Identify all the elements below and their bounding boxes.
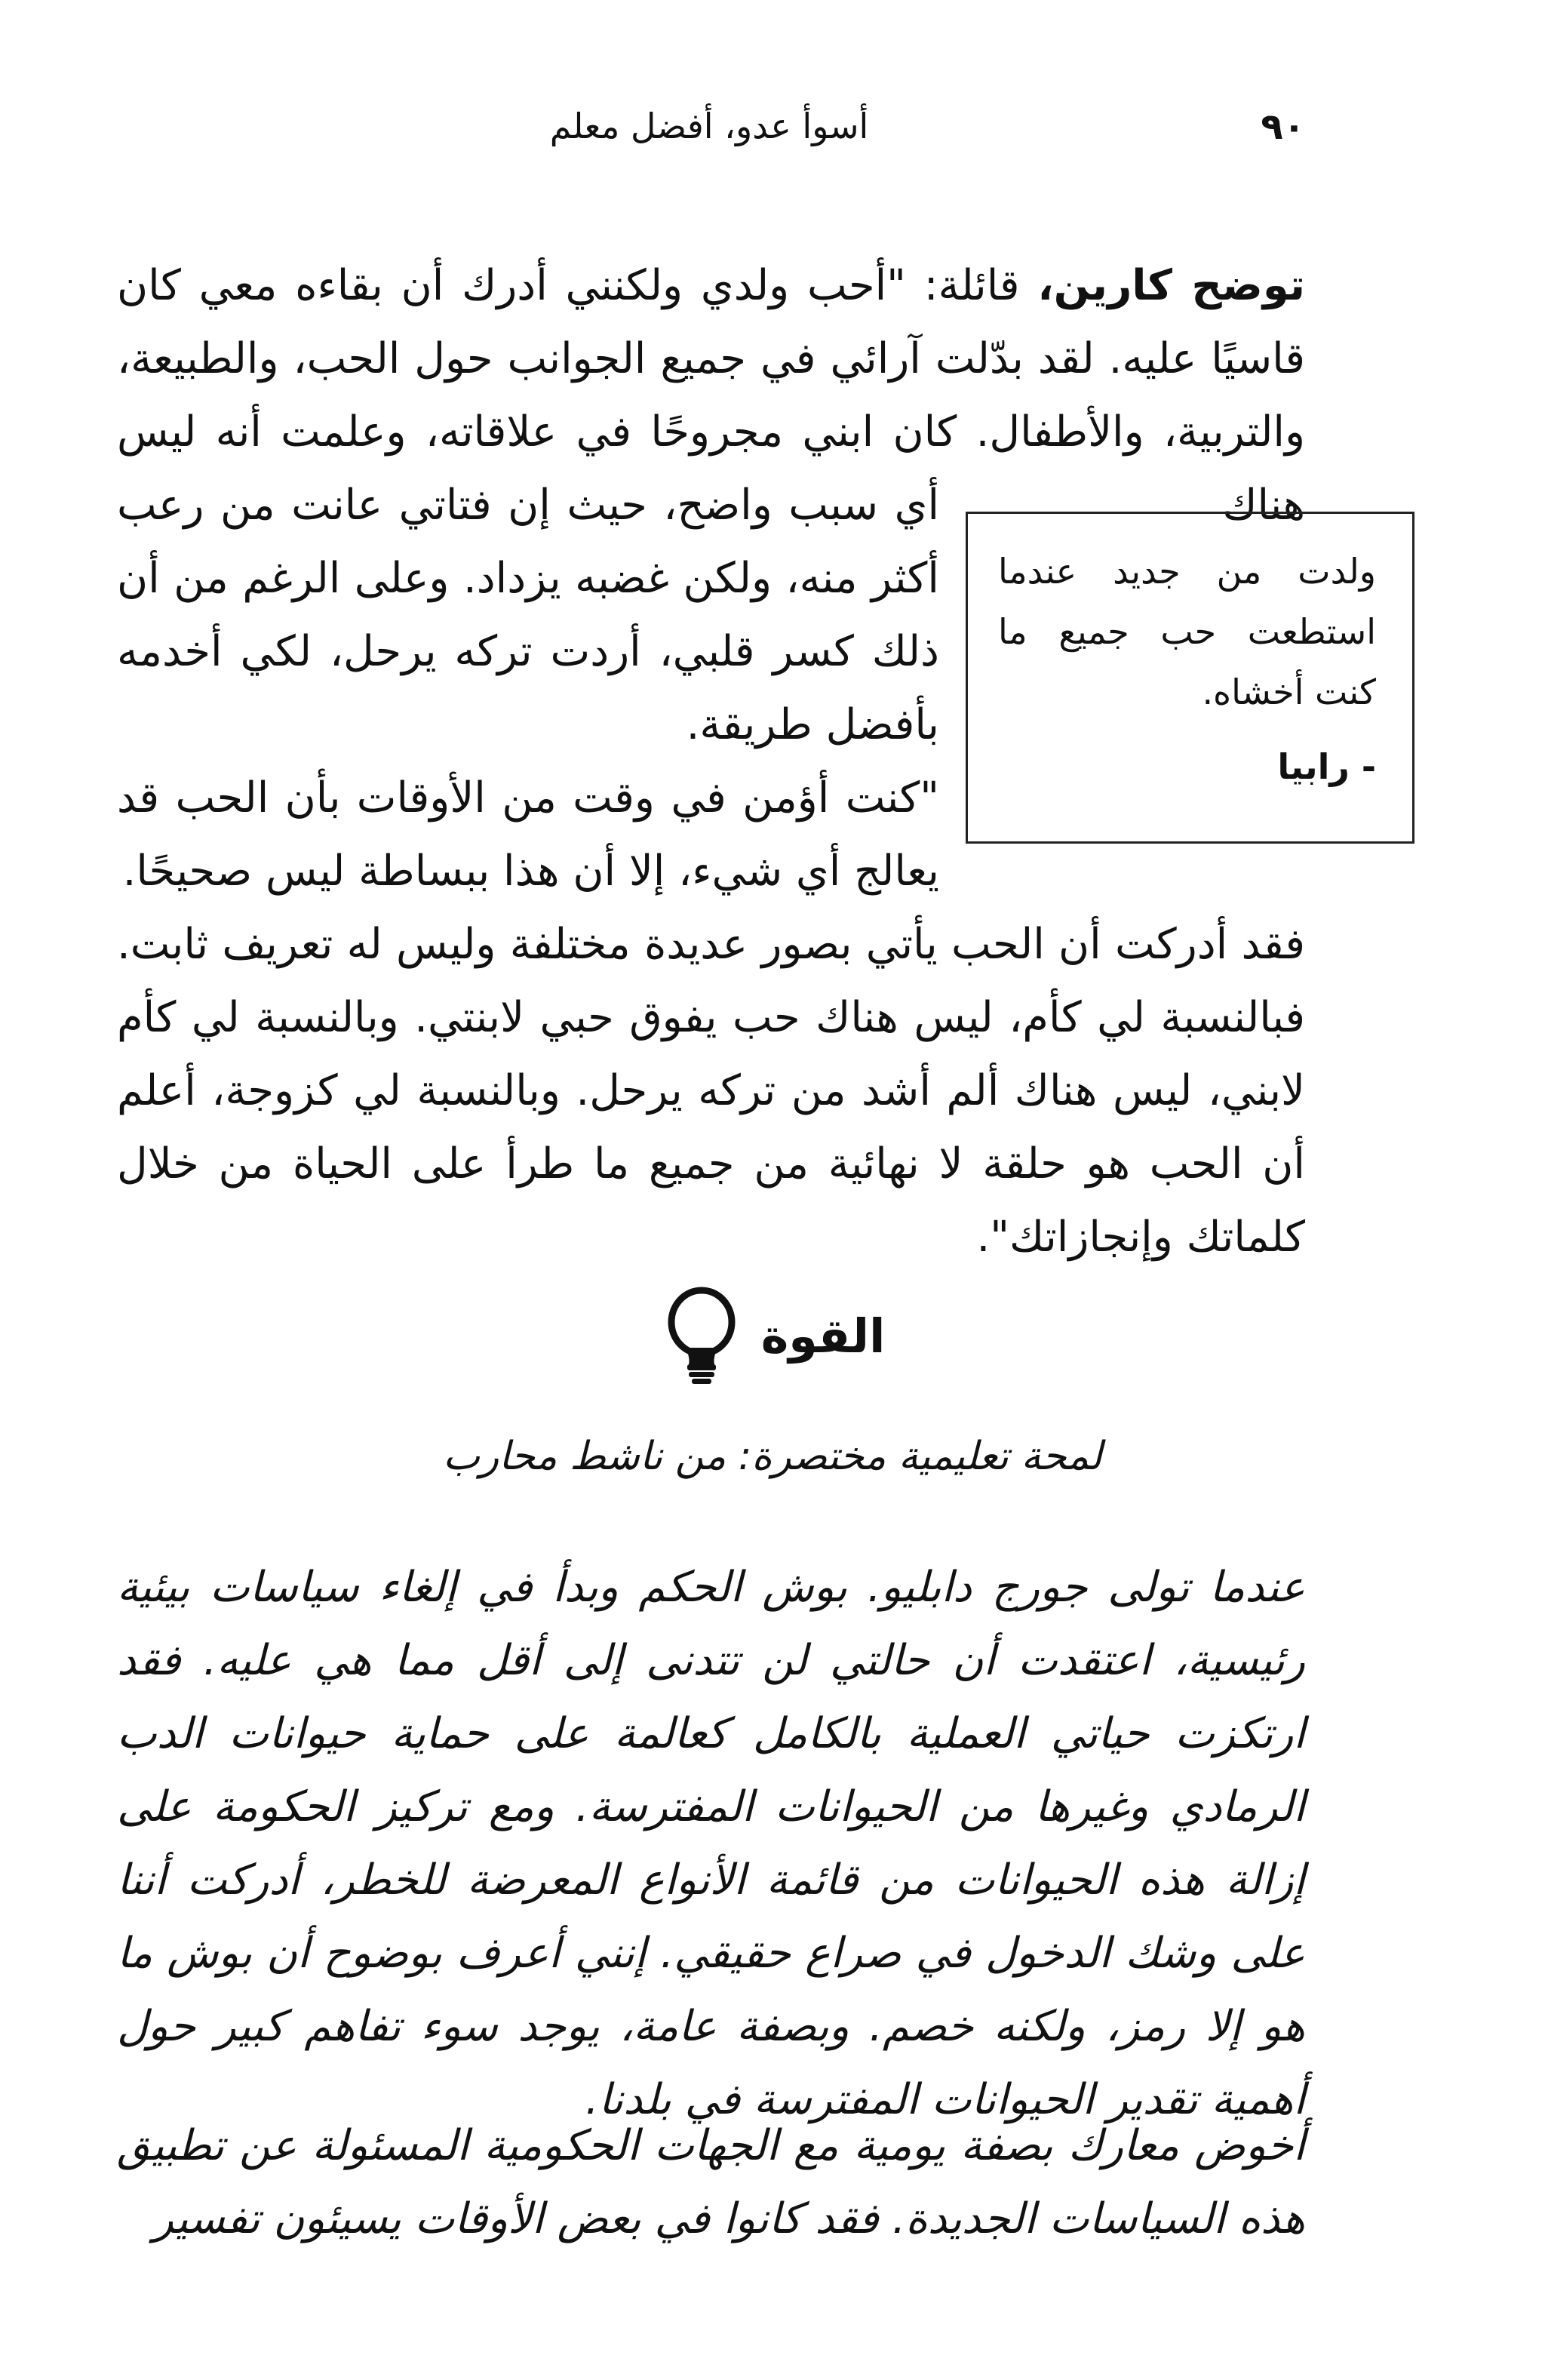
section-subheading: لمحة تعليمية مختصرة: من ناشط محارب (443, 1434, 1102, 1479)
paragraph-love-heals: "كنت أؤمن في وقت من الأوقات بأن الحب قد يعالج أي شيء، إلا أن هذا ببساطة ليس صحيحًا. (117, 773, 939, 896)
paragraph-love-forms: فقد أدركت أن الحب يأتي بصور عديدة مختلفة وليس له تعريف ثابت. فبالنسبة لي كأم، ليس هناك حب يفوق حبي لابنتي. وبالنسبة لي كأم لابني، ليس هناك ألم أشد من تركه يرحل. وبالنسبة لي كزوجة، أعلم أن الحب هو حلقة لا نهائية من جميع ما طرأ على الحياة من خلال كلماتك وإنجازاتك". (117, 920, 1305, 1262)
page-number: ٩٠ (1261, 106, 1305, 148)
paragraph-lead: توضح كارين، (1037, 261, 1306, 310)
quote-text: ولدت من جديد عندما استطعت حب جميع ما كنت أخشاه. (998, 551, 1376, 712)
paragraph-beside-quote: أي سبب واضح، حيث إن فتاتي عانت من رعب أكثر منه، ولكن غضبه يزداد. وعلى الرغم من أن ذلك كسر قلبي، أردت تركه يرحل، لكي أخدمه بأفضل طريقة. (117, 481, 939, 749)
section-heading (0, 1283, 1545, 1388)
running-title: أسوأ عدو، أفضل معلم (549, 106, 869, 146)
section-title: القوة (760, 1308, 886, 1364)
paragraph-activist-story: عندما تولى جورج دابليو. بوش الحكم وبدأ في إلغاء سياسات بيئية رئيسية، اعتقدت أن حالتي لن تتدنى إلى أقل مما هي عليه. فقد ارتكزت حياتي العملية بالكامل كعالمة على حماية حيوانات الدب الرمادي وغيرها من الحيوانات المفترسة. ومع تركيز الحكومة على إزالة هذه الحيوانات من قائمة الأنواع المعرضة للخطر، أدركت أننا على وشك الدخول في صراع حقيقي. إنني أعرف بوضوح أن بوش ما هو إلا رمز، ولكنه خصم. وبصفة عامة، يوجد سوء تفاهم كبير حول أهمية تقدير الحيوانات المفترسة في بلدنا. (117, 1563, 1305, 2124)
paragraph-text: قائلة: "أحب ولدي ولكنني أدرك أن بقاءه معي كان قاسيًا عليه. لقد بدّلت آرائي في جميع الجوانب حول الحب، والطبيعة، والتربية، والأطفال. كان ابني مجروحًا في علاقاته، وعلمت أنه ليس هناك (117, 261, 1305, 530)
page-header (113, 106, 1305, 174)
lightbulb-icon (660, 1283, 743, 1388)
quote-author: - رابيا (1277, 746, 1376, 787)
paragraph-daily-battles: أخوض معارك بصفة يومية مع الجهات الحكومية المسئولة عن تطبيق هذه السياسات الجديدة. فقد كانوا في بعض الأوقات يسيئون تفسير (117, 2121, 1305, 2243)
quote-box (966, 512, 1414, 844)
